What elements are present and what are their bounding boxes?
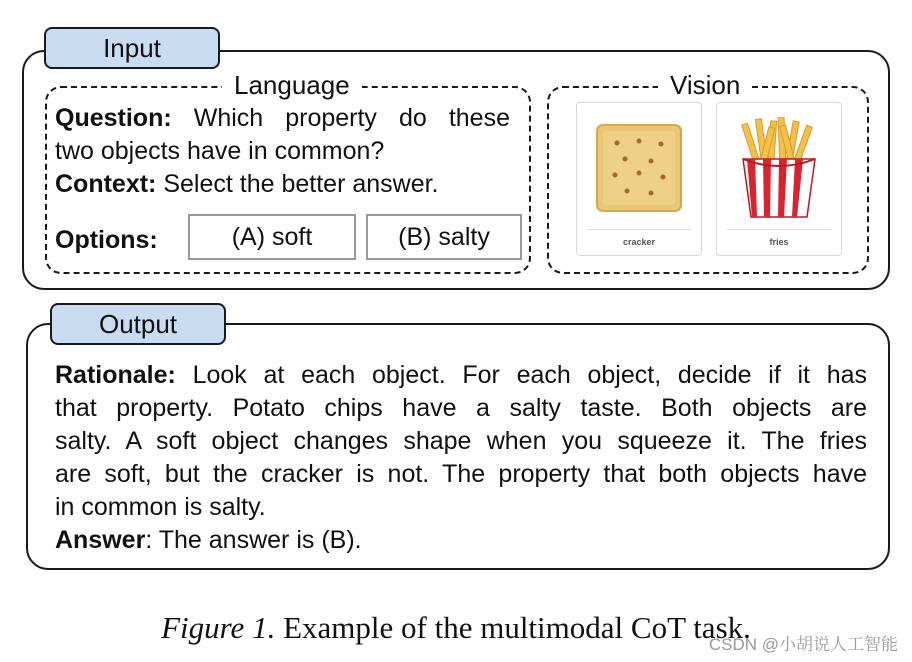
options-label-text: Options: xyxy=(55,226,158,254)
fries-label: fries xyxy=(769,237,789,247)
context-line xyxy=(55,168,439,201)
fries-image-card xyxy=(716,102,842,256)
rationale-line-2: that property. Potato chips have a salty taste. Both objects are xyxy=(55,394,867,422)
context-label: Context: xyxy=(55,170,157,198)
rationale-line-4: are soft, but the cracker is not. The property that both objects have xyxy=(55,460,867,488)
rationale-text-1: Look at each object. For each object, decide if it has xyxy=(192,361,867,389)
rationale-line-3: salty. A soft object changes shape when you squeeze it. The fries xyxy=(55,427,867,455)
rationale-line-5: in common is salty. xyxy=(55,493,266,521)
question-line-2: two objects have in common? xyxy=(55,137,385,165)
rationale-line-1 xyxy=(55,359,867,392)
rationale-label: Rationale: xyxy=(55,361,176,389)
question-label: Question: xyxy=(55,104,172,132)
caption-text: Example of the multimodal CoT task. xyxy=(283,610,751,645)
fries-icon xyxy=(729,117,829,221)
cracker-divider xyxy=(587,229,691,230)
figure-label: Figure 1. xyxy=(161,610,276,645)
vision-title: Vision xyxy=(658,70,752,100)
question-text-1: Which property do these xyxy=(193,104,510,132)
answer-line xyxy=(55,524,867,557)
answer-text: : The answer is (B). xyxy=(145,526,362,554)
answer-label: Answer xyxy=(55,526,146,554)
fries-divider xyxy=(727,229,831,230)
question-line-1 xyxy=(55,102,510,135)
option-a: (A) soft xyxy=(188,214,356,260)
context-text: Select the better answer. xyxy=(163,170,439,198)
options-label xyxy=(55,224,158,257)
option-b: (B) salty xyxy=(366,214,522,260)
cracker-icon xyxy=(589,117,689,221)
output-tab: Output xyxy=(50,303,226,345)
watermark: CSDN @小胡说人工智能 xyxy=(708,635,898,654)
language-title: Language xyxy=(222,70,362,100)
input-tab: Input xyxy=(44,27,220,69)
cracker-label: cracker xyxy=(622,237,656,247)
cracker-image-card xyxy=(576,102,702,256)
